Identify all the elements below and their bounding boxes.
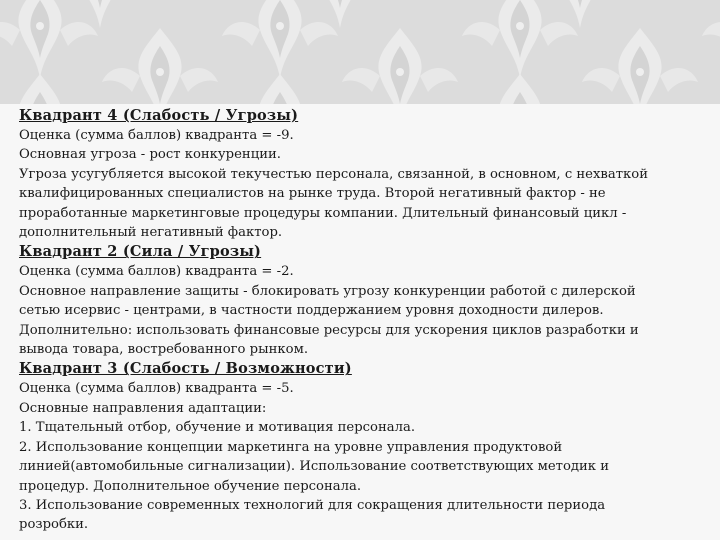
quadrant-3-line: 1. Тщательный отбор, обучение и мотивация персонала. [19, 420, 416, 436]
quadrant-3-line: розробки. [19, 517, 89, 533]
quadrant-3-line: Оценка (сумма баллов) квадранта = -5. [19, 381, 294, 397]
quadrant-4-line: Оценка (сумма баллов) квадранта = -9. [19, 128, 294, 143]
quadrant-3-heading: Квадрант 3 (Слабость / Возможности) [19, 360, 352, 378]
damask-pattern-banner [0, 0, 720, 104]
slide-content [0, 104, 720, 540]
quadrant-2-heading: Квадрант 2 (Сила / Угрозы) [19, 243, 262, 261]
quadrant-2-line: Основное направление защиты - блокировать угрозу конкуренции работой с дилерской [19, 283, 636, 299]
damask-ornament [0, 0, 720, 104]
quadrant-3-line: процедур. Дополнительное обучение персонала. [19, 478, 362, 494]
quadrant-4-line: проработанные маркетинговые процедуры компании. Длительный финансовый цикл - [19, 205, 627, 221]
quadrant-2-line: Дополнительно: использовать финансовые ресурсы для ускорения циклов разработки и [19, 322, 639, 338]
quadrant-4-line: Основная угроза - рост конкуренции. [19, 147, 281, 163]
quadrant-3-line: 2. Использование концепции маркетинга на уровне управления продуктовой [19, 439, 563, 455]
quadrant-4-line: Угроза усугубляется высокой текучестью персонала, связанной, в основном, с нехваткой [19, 166, 648, 182]
quadrant-text-block [19, 106, 709, 535]
quadrant-2-line: вывода товара, востребованного рынком. [19, 342, 309, 358]
quadrant-2-line: Оценка (сумма баллов) квадранта = -2. [19, 264, 294, 280]
quadrant-3-line: 3. Использование современных технологий для сокращения длительности периода [19, 497, 606, 513]
quadrant-4-line: дополнительный негативный фактор. [19, 225, 283, 241]
quadrant-4-line: квалифицированных специалистов на рынке труда. Второй негативный фактор - не [19, 186, 606, 202]
quadrant-4-heading: Квадрант 4 (Слабость / Угрозы) [19, 107, 299, 124]
quadrant-3-line: линией(автомобильные сигнализации). Использование соответствующих методик и [19, 459, 610, 475]
quadrant-3-line: Основные направления адаптации: [19, 400, 267, 416]
quadrant-2-line: сетью исервис - центрами, в частности поддержанием уровня доходности дилеров. [19, 303, 604, 319]
